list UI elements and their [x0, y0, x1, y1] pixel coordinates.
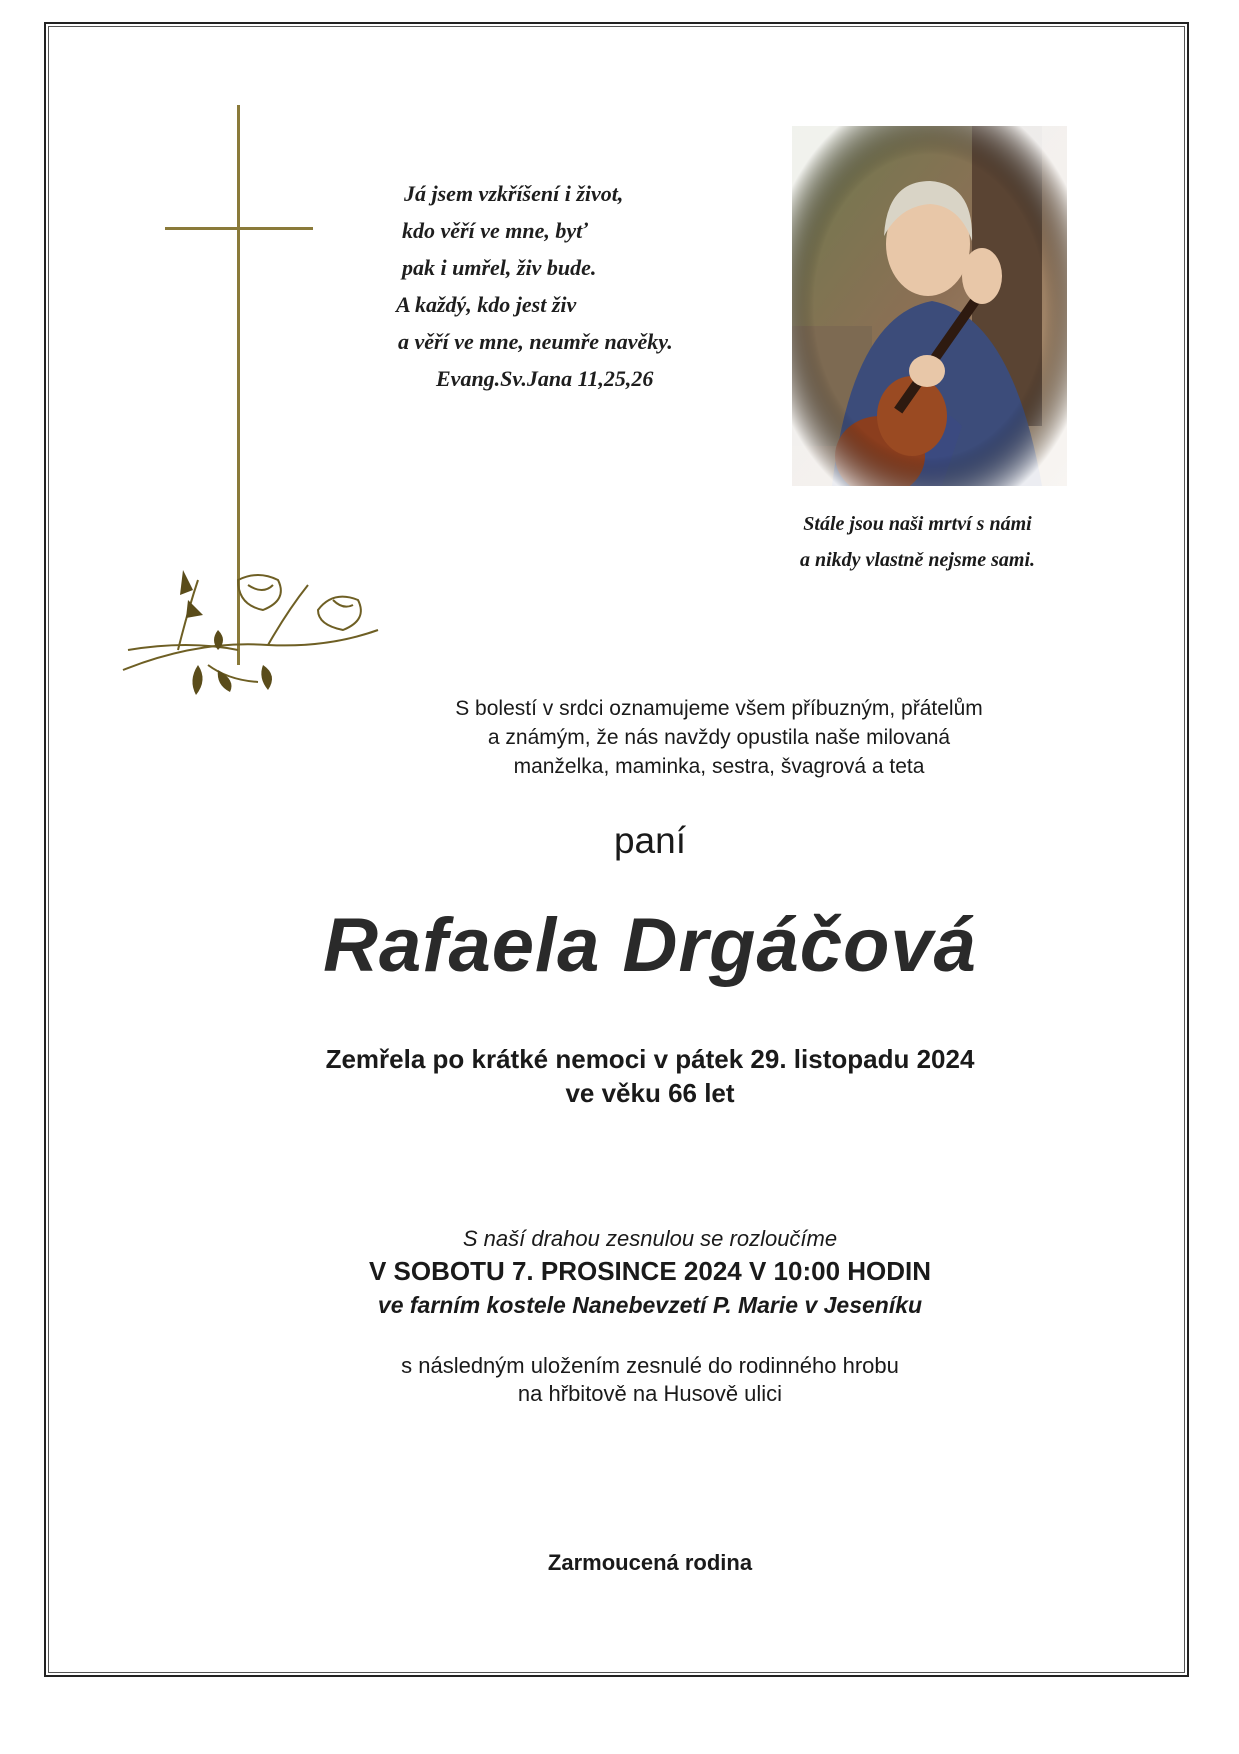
verse-line: Já jsem vzkříšení i život, — [404, 181, 624, 206]
burial-line: na hřbitově na Husově ulici — [517, 1381, 783, 1406]
farewell-intro: S naší drahou zesnulou se rozloučíme — [462, 1226, 838, 1251]
verse-line: kdo věří ve mne, byť — [402, 218, 588, 243]
announcement-line: manželka, maminka, sestra, švagrová a teta — [513, 755, 925, 778]
death-info — [200, 1042, 1100, 1110]
burial-info — [300, 1352, 1000, 1408]
photo-caption — [700, 506, 1135, 578]
title-word: paní — [613, 820, 686, 861]
farewell-place: ve farním kostele Nanebevzetí P. Marie v Jeseníku — [377, 1292, 923, 1318]
announcement — [389, 694, 1049, 781]
farewell-datetime: V SOBOTU 7. PROSINCE 2024 V 10:00 HODIN — [368, 1256, 932, 1286]
verse-reference: Evang.Sv.Jana 11,25,26 — [436, 366, 654, 391]
rose-icon — [118, 570, 418, 700]
verse-line: a věří ve mne, neumře navěky. — [398, 329, 673, 354]
verse-line: pak i umřel, živ bude. — [402, 255, 597, 280]
bible-verse — [390, 175, 673, 397]
signature: Zarmoucená rodina — [547, 1550, 753, 1575]
verse-line: A každý, kdo jest živ — [396, 292, 577, 317]
deceased-name: Rafaela Drgáčová — [323, 903, 977, 988]
caption-line: a nikdy vlastně nejsme sami. — [800, 549, 1035, 571]
announcement-line: S bolestí v srdci oznamujeme všem příbuzným, přátelům — [455, 697, 983, 720]
burial-line: s následným uložením zesnulé do rodinného hrobu — [401, 1353, 899, 1378]
caption-line: Stále jsou naši mrtví s námi — [803, 513, 1032, 535]
announcement-line: a známým, že nás navždy opustila naše milovaná — [487, 726, 951, 749]
death-age-line: ve věku 66 let — [565, 1078, 735, 1108]
death-date-line: Zemřela po krátké nemoci v pátek 29. listopadu 2024 — [325, 1044, 975, 1074]
portrait-photo — [792, 126, 1067, 486]
